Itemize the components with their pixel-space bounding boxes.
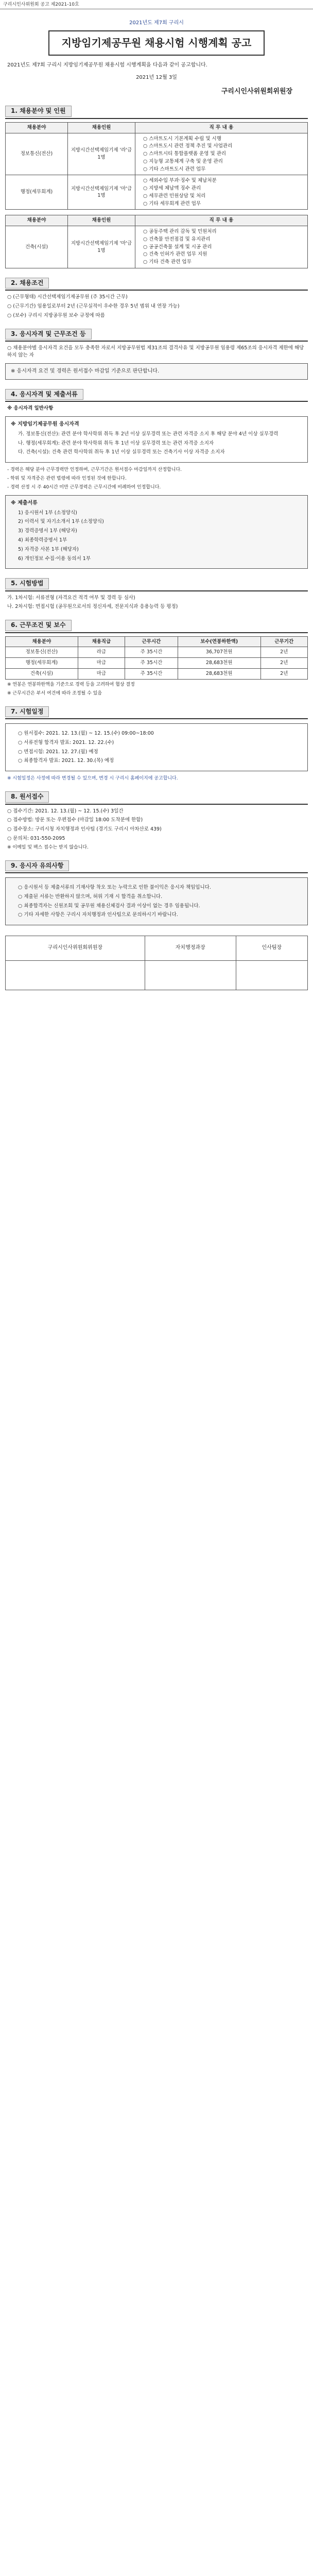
table-row: 건축(시설) 마급 주 35시간 28,683천원 2년 bbox=[6, 668, 308, 679]
issuing-organization: 구리시인사위원회위원장 bbox=[221, 87, 292, 95]
intro-text: 2021년도 제7회 구리시 지방임기제공무원 채용시험 시행계획을 다음과 같이 공고합니다. bbox=[7, 62, 207, 68]
page: 구리시인사위원회 공고 제2021-10호 2021년도 제7회 구리시 지방임기제공무원 채용시험 시행계획 공고 2021년도 제7회 구리시 지방임기제공무원 채용시험 시행계획을 다음과 같이 공고합니다. 2021년 12월 3일 구리시인사위원회위원장 1. 채용분야 및 인원 채용분야 채용인원 직 무 내 용 정보통신(전산) 지방시간선택제임기제 '라'급 1명 ○ 스마트도시 기본계획 수립 및 시행 ○ 스마트도시 관련 정책 추진 및 사업관리 ○ 스마트시티 통합플랫폼 운영 및 관리 ○ 지능형 교통체계 구축 및 운영 관리 ○ 기타 스마트도시 관련 업무 행정(세무회계) 지방시간선택제임기제 '마'급 1명 ○ 세외수입 부과·징수 및 체납처분 ○ 지방세 체납액 징수 관리 ○ 세무관련 민원상담 및 처리 ○ 기타 세무회계 관련 업무 채용분야 채용인원 직 무 내 용 건축(시설) 지방시간선택제임기제 '마'급 1명 ○ 공동주택 관리 감독 및 민원처리 ○ 건축물 안전점검 및 유지관리 ○ 공공건축물 설계 및 시공 관리 ○ 건축 인허가 관련 업무 지원 ○ 기타 건축 관련 업무 2. 채용조건 ○ (근무형태) 시간선택제임기제공무원 (주 35시간 근무) ○ (근무기간) 임용일로부터 2년 (근무실적이 우수한 경우 5년 범위 내 연장 가능) ○ (보수) 구리시 지방공무원 보수 규정에 따름 3. 응시자격 및 근무조건 등 ○ 채용분야별 응시자격 요건을 모두 충족한 자로서 지방공무원법 제31조의 결격사유 및 지방공무원 임용령 제65조의 응시자격 제한에 해당하지 않는 자 ※ 응시자격 요건 및 경력은 원서접수 마감일 기준으로 판단합니다. 4. 응시자격 및 제출서류 ※ 응시자격 일반사항 ※ 지방임기제공무원 응시자격 가. 정보통신(전산): 관련 분야 학사학위 취득 후 2년 이상 실무경력 또는 관련 자격증 소지 후 해당 분야 4년 이상 실무경력 나. 행정(세무회계): 관련 분야 학사학위 취득 후 1년 이상 실무경력 또는 관련 자격증 소지자 다. 건축(시설): 건축 관련 학사학위 취득 후 1년 이상 실무경력 또는 건축기사 이상 자격증 소지자 - 경력은 해당 분야 근무경력만 인정하며, 근무기간은 원서접수 마감일까지 산정합니다. - 학위 및 자격증은 관련 법령에 따라 인정된 것에 한합니다. - 경력 산정 시 주 40시간 미만 근무경력은 근무시간에 비례하여 인정합니다. ※ 제출서류 1) 응시원서 1부 (소정양식) 2) 이력서 및 자기소개서 1부 (소정양식) 3) 경력증명서 1부 (해당자) 4) 최종학력증명서 1부 5) 자격증 사본 1부 (해당자) 6) 개인정보 수집·이용 동의서 1부 5. 시험방법 가. 1차시험: 서류전형 (자격요건 적격 여부 및 경력 등 심사) 나. 2차시험: 면접시험 (공무원으로서의 정신자세, 전문지식과 응용능력 등 평정) 6. 근무조건 및 보수 채용분야 채용직급 근무시간 보수(연봉하한액) 근무기간 정보통신(전산) 라급 주 35시간 36,707천원 2년 행정(세무회계) 마급 주 35시간 28,683천원 2년 건축(시설) 마급 주 35시간 28,683천원 2년 ※ 연봉은 연봉하한액을 기준으로 경력 등을 고려하여 협상 결정 ※ 근무시간은 부서 여건에 따라 조정될 수 있음 7. 시험일정 ○ 원서접수: 2021. 12. 13.(월) ~ 12. 15.(수) 09:00~18:00 ○ 서류전형 합격자 발표: 2021. 12. 22.(수) ○ 면접시험: 2021. 12. 27.(월) 예정 ○ 최종합격자 발표: 2021. 12. 30.(목) 예정 ※ 시험일정은 사정에 따라 변경될 수 있으며, 변경 시 구리시 홈페이지에 공고합니다. 8. 원서접수 ○ 접수기간: 2021. 12. 13.(월) ~ 12. 15.(수) 3일간 ○ 접수방법: 방문 또는 우편접수 (마감일 18:00 도착분에 한함) ○ 접수장소: 구리시청 자치행정과 인사팀 (경기도 구리시 아차산로 439) ○ 문의처: 031-550-2095 ※ 이메일 및 팩스 접수는 받지 않습니다. 9. 응시자 유의사항 ○ 응시원서 등 제출서류의 기재사항 착오 또는 누락으로 인한 불이익은 응시자 책임입니다. ○ 제출된 서류는 반환하지 않으며, 허위 기재 시 합격을 취소합니다. ○ 최종합격자는 신원조회 및 공무원 채용신체검사 결과 이상이 없는 경우 임용됩니다. ○ 기타 자세한 사항은 구리시 자치행정과 인사팀으로 문의하시기 바랍니다. 구리시인사위원회위원장 자치행정과장 인사팀장 bbox=[0, 0, 313, 990]
documents-title: ※ 제출서류 bbox=[11, 500, 38, 506]
document-header-line bbox=[0, 0, 313, 9]
table-row: 정보통신(전산) 지방시간선택제임기제 '라'급 1명 ○ 스마트도시 기본계획 수립 및 시행 ○ 스마트도시 관련 정책 추진 및 사업관리 ○ 스마트시티 통합플랫폼 운영 및 관리 ○ 지능형 교통체계 구축 및 운영 관리 ○ 기타 스마트도시 관련 업무 bbox=[6, 133, 308, 175]
section-4-intro: ※ 응시자격 일반사항 bbox=[7, 405, 54, 412]
notice-number: 구리시인사위원회 공고 제2021-10호 bbox=[3, 2, 79, 7]
section-2-heading: 2. 채용조건 bbox=[5, 278, 308, 291]
section-7-heading: 7. 시험일정 bbox=[5, 706, 308, 719]
col-duties: 직 무 내 용 bbox=[135, 122, 308, 133]
salary-table: 채용분야 채용직급 근무시간 보수(연봉하한액) 근무기간 정보통신(전산) 라급 주 35시간 36,707천원 2년 행정(세무회계) 마급 주 35시간 28,683천원 2년 건축(시설) 마급 주 35시간 28,683천원 2년 bbox=[5, 636, 308, 680]
section-3-heading: 3. 응시자격 및 근무조건 등 bbox=[5, 329, 308, 342]
schedule-box: ○ 원서접수: 2021. 12. 13.(월) ~ 12. 15.(수) 09:00~18:00 ○ 서류전형 합격자 발표: 2021. 12. 22.(수) ○ 면접시험: 2021. 12. 27.(월) 예정 ○ 최종합격자 발표: 2021. 12. 30.(목) 예정 bbox=[5, 723, 308, 771]
section-6-heading: 6. 근무조건 및 보수 bbox=[5, 620, 308, 633]
condition-item: ○ (보수) 구리시 지방공무원 보수 규정에 따름 bbox=[7, 312, 105, 318]
table-row: 건축(시설) 지방시간선택제임기제 '마'급 1명 ○ 공동주택 관리 감독 및 민원처리 ○ 건축물 안전점검 및 유지관리 ○ 공공건축물 설계 및 시공 관리 ○ 건축 인허가 관련 업무 지원 ○ 기타 건축 관련 업무 bbox=[6, 226, 308, 268]
qualification-box-title: ※ 지방임기제공무원 응시자격 bbox=[11, 421, 79, 428]
section-3-text: ○ 채용분야별 응시자격 요건을 모두 충족한 자로서 지방공무원법 제31조의 결격사유 및 지방공무원 임용령 제65조의 응시자격 제한에 해당하지 않는 자 bbox=[7, 345, 304, 358]
caution-box: ○ 응시원서 등 제출서류의 기재사항 착오 또는 누락으로 인한 불이익은 응시자 책임입니다. ○ 제출된 서류는 반환하지 않으며, 허위 기재 시 합격을 취소합니다. ○ 최종합격자는 신원조회 및 공무원 채용신체검사 결과 이상이 없는 경우 임용됩니다. ○ 기타 자세한 사항은 구리시 자치행정과 인사팀으로 문의하시기 바랍니다. bbox=[5, 877, 308, 925]
signature-table: 구리시인사위원회위원장 자치행정과장 인사팀장 bbox=[5, 936, 308, 990]
section-1-heading: 1. 채용분야 및 인원 bbox=[5, 106, 308, 118]
section-5-heading: 5. 시험방법 bbox=[5, 578, 308, 591]
section-9-heading: 9. 응시자 유의사항 bbox=[5, 860, 308, 873]
positions-table-2: 채용분야 채용인원 직 무 내 용 건축(시설) 지방시간선택제임기제 '마'급 1명 ○ 공동주택 관리 감독 및 민원처리 ○ 건축물 안전점검 및 유지관리 ○ 공공건축물 설계 및 시공 관리 ○ 건축 인허가 관련 업무 지원 ○ 기타 건축 관련 업무 bbox=[5, 215, 308, 268]
condition-item: ○ (근무형태) 시간선택제임기제공무원 (주 35시간 근무) bbox=[7, 294, 128, 300]
notice-title: 지방임기제공무원 채용시험 시행계획 공고 bbox=[48, 30, 265, 56]
qualification-box: ※ 지방임기제공무원 응시자격 가. 정보통신(전산): 관련 분야 학사학위 취득 후 2년 이상 실무경력 또는 관련 자격증 소지 후 해당 분야 4년 이상 실무경력 나. 행정(세무회계): 관련 분야 학사학위 취득 후 1년 이상 실무경력 또는 관련 자격증 소지자 다. 건축(시설): 건축 관련 학사학위 취득 후 1년 이상 실무경력 또는 건축기사 이상 자격증 소지자 bbox=[5, 416, 308, 463]
section-4-heading: 4. 응시자격 및 제출서류 bbox=[5, 389, 308, 402]
positions-table bbox=[5, 122, 308, 210]
col-count: 채용인원 bbox=[68, 122, 135, 133]
notice-date: 2021년 12월 3일 bbox=[136, 75, 177, 80]
table-row: 행정(세무회계) 마급 주 35시간 28,683천원 2년 bbox=[6, 658, 308, 669]
col-field: 채용분야 bbox=[6, 122, 68, 133]
condition-item: ○ (근무기간) 임용일로부터 2년 (근무실적이 우수한 경우 5년 범위 내 연장 가능) bbox=[7, 303, 180, 310]
documents-box: ※ 제출서류 1) 응시원서 1부 (소정양식) 2) 이력서 및 자기소개서 1부 (소정양식) 3) 경력증명서 1부 (해당자) 4) 최종학력증명서 1부 5) 자격증 사본 1부 (해당자) 6) 개인정보 수집·이용 동의서 1부 bbox=[5, 495, 308, 569]
title-area bbox=[0, 20, 313, 56]
table-row: 행정(세무회계) 지방시간선택제임기제 '마'급 1명 ○ 세외수입 부과·징수 및 체납처분 ○ 지방세 체납액 징수 관리 ○ 세무관련 민원상담 및 처리 ○ 기타 세무회계 관련 업무 bbox=[6, 175, 308, 210]
section-8-heading: 8. 원서접수 bbox=[5, 791, 308, 804]
section-3-note-box: ※ 응시자격 요건 및 경력은 원서접수 마감일 기준으로 판단합니다. bbox=[5, 363, 308, 380]
notice-subtitle: 2021년도 제7회 구리시 bbox=[129, 20, 184, 26]
table-row: 정보통신(전산) 라급 주 35시간 36,707천원 2년 bbox=[6, 647, 308, 658]
